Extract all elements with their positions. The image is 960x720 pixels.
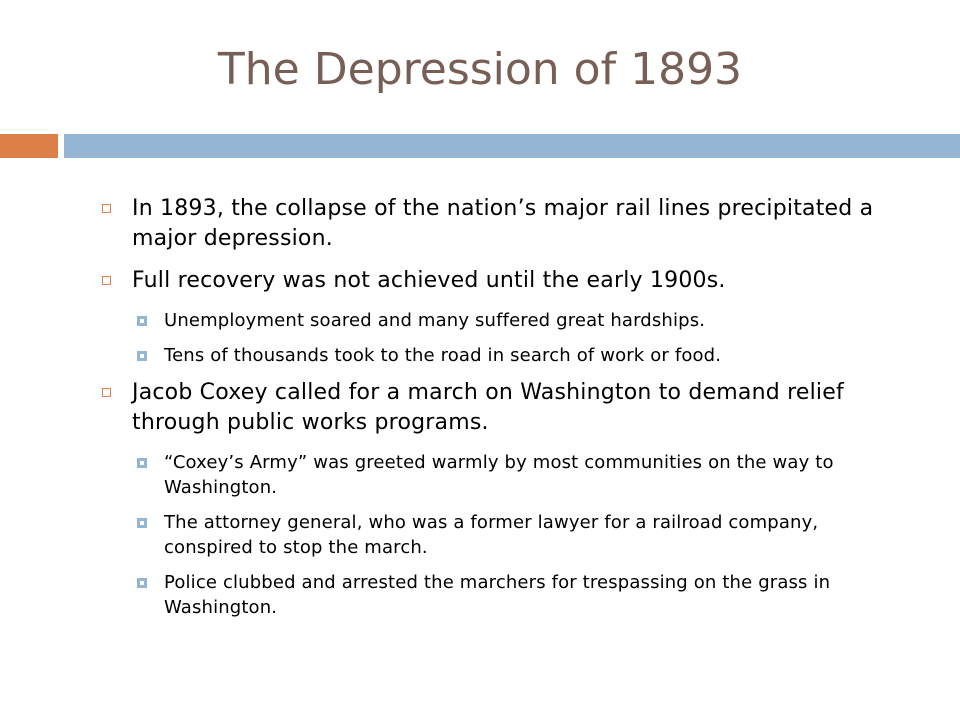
sub-bullet-item (100, 510, 900, 560)
sub-bullet-text: “Coxey’s Army” was greeted warmly by most communities on the way to Washington. (164, 452, 834, 498)
bullet-item (100, 266, 900, 296)
accent-bar-blue (64, 134, 960, 158)
square-bullet-icon (102, 388, 111, 397)
filled-square-bullet-icon (137, 518, 147, 528)
bullet-item (100, 194, 900, 254)
sub-bullet-item (100, 343, 900, 368)
sub-bullet-item (100, 570, 900, 620)
sub-bullet-text: Police clubbed and arrested the marchers for trespassing on the grass in Washington. (164, 572, 831, 618)
sub-bullet-item (100, 308, 900, 333)
filled-square-bullet-icon (137, 458, 147, 468)
bullet-text: Jacob Coxey called for a march on Washington to demand relief through public works programs. (132, 380, 844, 435)
sub-bullet-text: The attorney general, who was a former lawyer for a railroad company, conspired to stop the march. (164, 512, 819, 558)
accent-bar-orange (0, 134, 58, 158)
filled-square-bullet-icon (137, 351, 147, 361)
sub-bullet-text: Unemployment soared and many suffered great hardships. (164, 310, 706, 331)
bullet-list (100, 194, 900, 630)
slide-title: The Depression of 1893 (217, 44, 743, 95)
bullet-text: Full recovery was not achieved until the early 1900s. (132, 268, 726, 293)
square-bullet-icon (102, 276, 111, 285)
bullet-item (100, 378, 900, 438)
square-bullet-icon (102, 204, 111, 213)
filled-square-bullet-icon (137, 316, 147, 326)
sub-bullet-text: Tens of thousands took to the road in search of work or food. (164, 345, 722, 366)
sub-bullet-item (100, 450, 900, 500)
filled-square-bullet-icon (137, 578, 147, 588)
bullet-text: In 1893, the collapse of the nation’s major rail lines precipitated a major depression. (132, 196, 874, 251)
